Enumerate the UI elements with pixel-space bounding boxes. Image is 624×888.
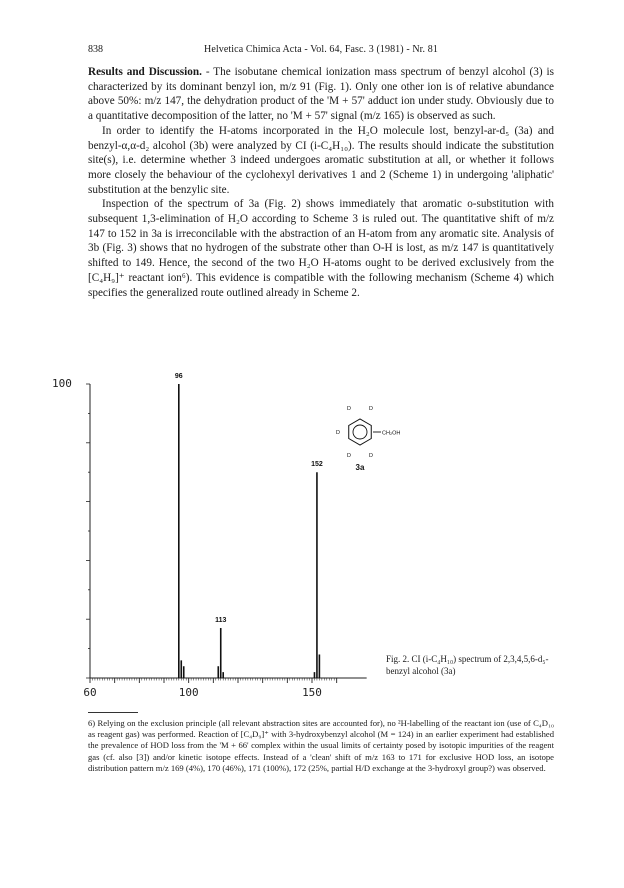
chart-peaks <box>179 384 320 678</box>
substituent-label: CH₂OH <box>382 430 401 437</box>
y-tick-label: 100 <box>52 377 72 390</box>
x-tick-label: 150 <box>302 686 322 699</box>
body-text <box>88 65 554 300</box>
peak-label-152: 152 <box>311 461 323 469</box>
x-tick-label: 60 <box>83 686 97 699</box>
figure-caption: Fig. 2. CI (i-C₄H₁₀) spectrum of 2,3,4,5,6-d₅-benzyl alcohol (3a) <box>386 654 549 676</box>
paragraph-results-text: - The isobutane chemical ionization mass spectrum of benzyl alcohol (3) is characterized by its dominant benzyl ion, m/z 91 (Fig. 1). Only one other ion is of relative abundance above 50%: m/z 147, the dehydration product of the 'M + 57' adduct ion under study. Obviously due to a quantitative decomposition of the latter, no 'M + 57' signal (m/z 165) is observed as such. <box>88 66 554 123</box>
peak-label-96: 96 <box>174 373 183 380</box>
chart-axes <box>52 377 367 699</box>
footnote-mark: 6) <box>88 718 96 728</box>
paragraph-inspection: Inspection of the spectrum of 3a (Fig. 2) shows immediately that aromatic o-substitution with subsequent 1,3-elimination of H₂O according to Scheme 3 is ruled out. The quantitative shift of m/z 147 to 152 in 3a is irreconcilable with the abstraction of an H-atom from any aromatic site. Analysis of 3b (Fig. 3) shows that no hydrogen of the substrate other than O-H is lost, as m/z 147 is quantitatively shifted to 149. Hence, the second of the two H₂O H-atoms ought to be derived exclusively from the [C₄H₉]⁺ reactant ion⁶). This evidence is compatible with the following mechanism (Scheme 4) which specifies the generalized route outlined already in Scheme 2. <box>88 198 554 299</box>
peak-label-113: 113 <box>215 617 227 625</box>
page-number: 838 <box>88 44 103 55</box>
paragraph-results <box>88 65 554 124</box>
deuterium-label: D <box>347 406 351 412</box>
deuterium-label: D <box>347 453 351 459</box>
footnote <box>88 718 554 774</box>
structure-3a <box>336 406 400 472</box>
deuterium-label: D <box>369 453 373 459</box>
paragraph-identification: In order to identify the H-atoms incorporated in the H₂O molecule lost, benzyl-ar-d₅ (3a) and benzyl-α,α-d₂ alcohol (3b) were analyzed by CI (i-C₄H₁₀). The results should indicate the substitution site(s), i.e. determine whether 3 indeed undergoes aromatic substitution at all, or whether it follows more closely the behaviour of the cyclohexyl derivatives 1 and 2 (Scheme 1) in undergoing 'aliphatic' substitution at the benzylic site. <box>88 124 554 196</box>
section-heading: Results and Discussion. <box>88 66 202 78</box>
journal-title: Helvetica Chimica Acta - Vol. 64, Fasc. 3 (1981) - Nr. 81 <box>204 44 438 55</box>
mass-spectrum-chart <box>44 370 564 700</box>
chart-peak-labels <box>175 373 323 624</box>
footnote-text: Relying on the exclusion principle (all relevant abstraction sites are accounted for), no ²H-labelling of the reactant ion (use of C₄D₁₀ as reagent gas) was performed. Reaction of [C₄D₉]⁺ with 3-hydroxybenzyl alcohol (M = 124) in an earlier experiment had established the prevalence of HOD loss from the 'M + 66' complex within the usual limits of certainty posed by isotopic impurities of the reagent gas (cf. also [3]) and/or kinetic isotope effects. Instead of a 'clean' shift of m/z 163 to 171 for exclusive HOD loss, an isotope distribution pattern m/z 169 (4%), 170 (46%), 171 (100%), 172 (25%, partial H/D exchange at the 3-hydroxyl group?) was observed. <box>88 718 554 773</box>
deuterium-label: D <box>369 406 373 412</box>
x-tick-label: 100 <box>178 686 199 699</box>
running-header <box>88 44 554 58</box>
benzene-ring <box>349 419 372 445</box>
deuterium-label: D <box>336 430 340 436</box>
structure-label: 3a <box>355 463 365 472</box>
footnote-rule <box>88 712 138 713</box>
aromatic-circle <box>353 425 367 439</box>
